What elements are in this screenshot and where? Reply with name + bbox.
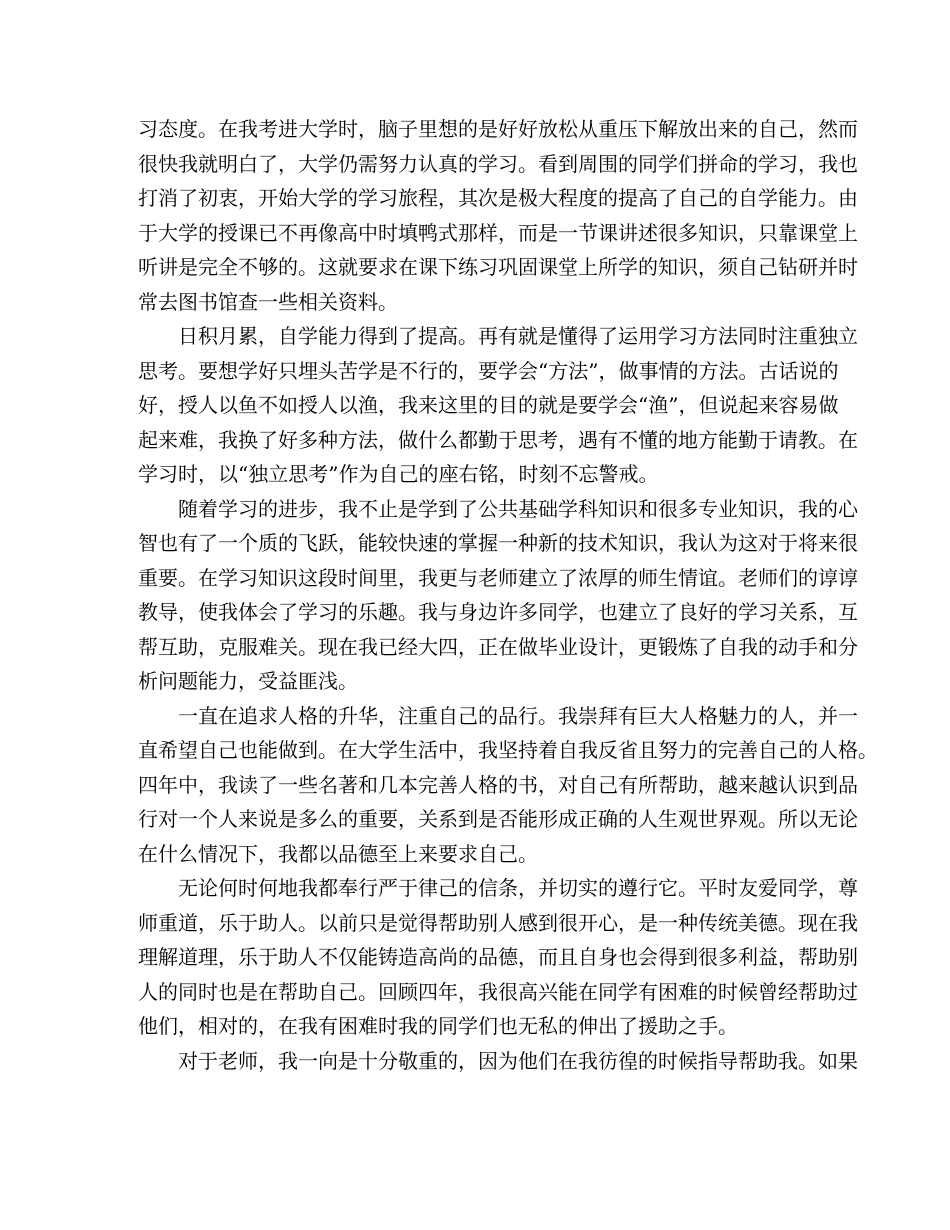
text-line: 他们，相对的，在我有困难时我的同学们也无私的伸出了援助之手。 <box>138 1014 738 1038</box>
text-line: 重要。在学习知识这段时间里，我更与老师建立了浓厚的师生情谊。老师们的谆谆 <box>138 565 858 590</box>
text-line: 四年中，我读了一些名著和几本完善人格的书，对自己有所帮助，越来越认识到品 <box>138 772 858 797</box>
paragraph-first-line: 日积月累，自学能力得到了提高。再有就是懂得了运用学习方法同时注重独立 <box>178 324 858 348</box>
text-line: 人的同时也是在帮助自己。回顾四年，我很高兴能在同学有困难的时候曾经帮助过 <box>138 979 858 1004</box>
text-line: 智也有了一个质的飞跃，能较快速的掌握一种新的技术知识，我认为这对于将来很 <box>138 531 858 555</box>
text-line: 析问题能力，受益匪浅。 <box>138 669 358 693</box>
text-line: 直希望自己也能做到。在大学生活中，我坚持着自我反省且努力的完善自己的人格。 <box>138 738 878 762</box>
paragraph-first-line: 无论何时何地我都奉行严于律己的信条，并切实的遵行它。平时友爱同学，尊 <box>178 876 858 900</box>
text-line: 很快我就明白了，大学仍需努力认真的学习。看到周围的同学们拼命的学习，我也 <box>138 151 858 176</box>
text-line: 思考。要想学好只埋头苦学是不行的，要学会“方法”，做事情的方法。古话说的 <box>138 358 839 383</box>
text-line: 理解道理，乐于助人不仅能铸造高尚的品德，而且自身也会得到很多利益，帮助别 <box>138 945 858 969</box>
text-line: 听讲是完全不够的。这就要求在课下练习巩固课堂上所学的知识，须自己钻研并时 <box>138 255 858 279</box>
text-line: 习态度。在我考进大学时，脑子里想的是好好放松从重压下解放出来的自己，然而 <box>138 117 858 141</box>
text-line: 常去图书馆查一些相关资料。 <box>138 289 398 314</box>
text-line: 帮互助，克服难关。现在我已经大四，正在做毕业设计，更锻炼了自我的动手和分 <box>138 634 858 659</box>
text-line: 于大学的授课已不再像高中时填鸭式那样，而是一节课讲述很多知识，只靠课堂上 <box>138 220 858 245</box>
body-text <box>138 112 878 1078</box>
text-line: 在什么情况下，我都以品德至上来要求自己。 <box>138 841 538 866</box>
text-line: 师重道，乐于助人。以前只是觉得帮助别人感到很开心，是一种传统美德。现在我 <box>138 910 858 935</box>
text-line: 起来难，我换了好多种方法，做什么都勤于思考，遇有不懂的地方能勤于请教。在 <box>138 427 858 452</box>
paragraph-first-line: 一直在追求人格的升华，注重自己的品行。我崇拜有巨大人格魅力的人，并一 <box>178 703 858 728</box>
paragraph-first-line: 随着学习的进步，我不止是学到了公共基础学科知识和很多专业知识，我的心 <box>178 496 858 521</box>
text-line: 行对一个人来说是多么的重要，关系到是否能形成正确的人生观世界观。所以无论 <box>138 807 858 831</box>
text-line: 打消了初衷，开始大学的学习旅程，其次是极大程度的提高了自己的自学能力。由 <box>138 186 858 210</box>
text-line: 好，授人以鱼不如授人以渔，我来这里的目的就是要学会“渔”，但说起来容易做 <box>138 393 839 417</box>
text-line: 学习时，以“独立思考”作为自己的座右铭，时刻不忘警戒。 <box>138 462 659 486</box>
text-line: 教导，使我体会了学习的乐趣。我与身边许多同学，也建立了良好的学习关系，互 <box>138 600 858 624</box>
paragraph-first-line: 对于老师，我一向是十分敬重的，因为他们在我彷徨的时候指导帮助我。如果 <box>178 1048 858 1073</box>
